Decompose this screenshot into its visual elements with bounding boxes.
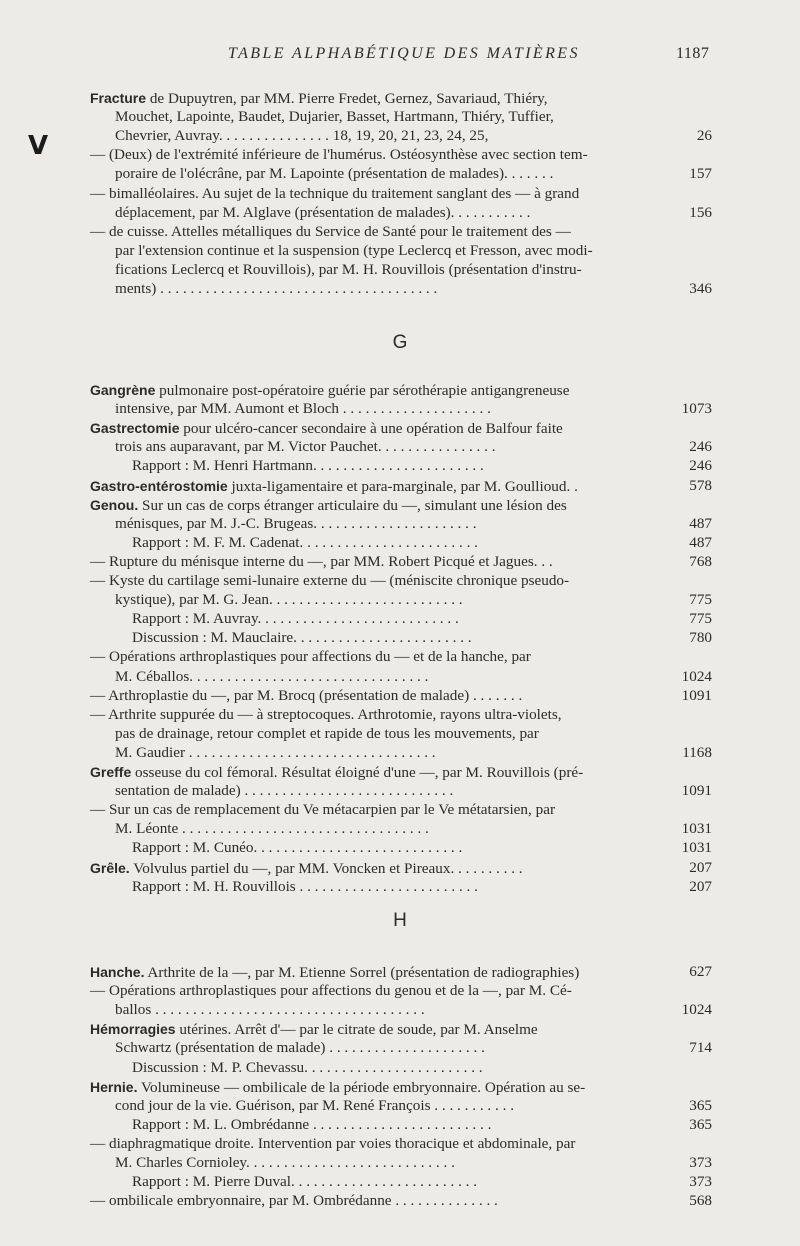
index-description: M. Céballos. . . . . . . . . . . . . . . . . . . . . . . . . . . . . . . . (115, 667, 429, 685)
index-headword: Fracture (90, 90, 147, 106)
index-entry-text (90, 962, 579, 983)
index-entry-text (132, 877, 478, 897)
index-line (0, 222, 800, 242)
index-line (0, 552, 800, 572)
index-description: — ombilicale embryonnaire, par M. Ombrédanne . . . . . . . . . . . . . . (90, 1192, 498, 1210)
index-description: utérines. Arrêt d'— par le citrate de soude, par M. Anselme (175, 1021, 538, 1039)
index-line (0, 762, 800, 782)
running-head (0, 45, 800, 69)
index-line (0, 260, 800, 280)
index-page-ref: 246 (689, 438, 712, 456)
index-description: déplacement, par M. Alglave (présentation de malades). . . . . . . . . . . (115, 203, 531, 221)
index-line (0, 590, 800, 610)
index-description: ménisques, par M. J.-C. Brugeas. . . . . . . . . . . . . . . . . . . . . . (115, 514, 477, 532)
index-line (0, 819, 800, 839)
index-entry-text (90, 686, 522, 706)
index-entry-text (115, 279, 437, 299)
index-description: — Kyste du cartilage semi-lunaire externe du — (méniscite chronique pseudo- (90, 572, 570, 589)
index-page-ref: 768 (689, 552, 712, 570)
index-description: M. Gaudier . . . . . . . . . . . . . . . . . . . . . . . . . . . . . . . . . (115, 743, 436, 761)
index-description: cond jour de la vie. Guérison, par M. René François . . . . . . . . . . . (115, 1096, 515, 1114)
index-page-ref: 1073 (681, 400, 712, 418)
index-description: M. Léonte . . . . . . . . . . . . . . . . . . . . . . . . . . . . . . . . . (115, 820, 429, 838)
index-line (0, 533, 800, 553)
index-headword: Hernie. (90, 1078, 138, 1095)
index-entry-text (90, 552, 553, 572)
index-entry-text (132, 456, 484, 476)
index-entry-text (90, 981, 572, 1001)
index-page-ref: 1024 (681, 667, 712, 685)
index-description: Rapport : M. Auvray. . . . . . . . . . . . . . . . . . . . . . . . . . . (132, 610, 459, 628)
index-description: Rapport : M. Pierre Duval. . . . . . . . . . . . . . . . . . . . . . . . . (132, 1173, 478, 1191)
index-entry-text (115, 241, 593, 261)
index-line (0, 514, 800, 534)
index-headword: Genou. (90, 496, 139, 513)
index-line (0, 1191, 800, 1211)
index-entry-text (115, 1000, 425, 1020)
index-entry-text (115, 667, 428, 687)
index-line (0, 1172, 800, 1192)
index-line (0, 380, 800, 400)
index-description: Sur un cas de corps étranger articulaire du —, simulant une lésion des (138, 496, 567, 514)
section-letter: G (392, 332, 408, 353)
index-entry-text (115, 107, 554, 127)
index-line (0, 1058, 800, 1078)
index-entry-text (115, 743, 436, 763)
index-line (0, 495, 800, 515)
index-page-ref: 365 (689, 1115, 712, 1133)
index-page-ref: 207 (689, 877, 712, 895)
index-entry-text (132, 609, 459, 629)
index-description: — Arthrite suppurée du — à streptocoques. Arthrotomie, rayons ultra-violets, (90, 705, 562, 723)
index-description: — diaphragmatique droite. Intervention par voies thoracique et abdominale, par (90, 1134, 576, 1152)
index-line (0, 1000, 800, 1020)
index-page-ref: 373 (689, 1173, 712, 1191)
index-page-ref: 1031 (681, 839, 712, 857)
index-description: — (Deux) de l'extrémité inférieure de l'humérus. Ostéosynthèse avec section tem- (90, 146, 588, 164)
index-entry-text (115, 1153, 455, 1173)
index-line (0, 145, 800, 165)
index-entry-text (90, 571, 569, 591)
index-line (0, 962, 800, 982)
index-line (0, 571, 800, 591)
index-entry-text (132, 1115, 491, 1135)
index-description: Volumineuse — ombilicale de la période embryonnaire. Opération au se- (137, 1078, 586, 1096)
index-line (0, 686, 800, 706)
index-description: — Arthroplastie du —, par M. Brocq (présentation de malade) . . . . . . . (90, 686, 523, 704)
index-line (0, 456, 800, 476)
index-entry-text (90, 495, 567, 516)
index-page-ref: 246 (689, 457, 712, 475)
index-line (0, 241, 800, 261)
index-line (0, 838, 800, 858)
index-entry-text (132, 628, 472, 648)
index-entry-text (90, 145, 588, 165)
index-description: Volvulus partiel du —, par MM. Voncken et Pireaux. . . . . . . . . . (129, 859, 523, 877)
index-page-ref: 1031 (681, 820, 712, 838)
running-title: TABLE ALPHABÉTIQUE DES MATIÈRES (228, 45, 580, 62)
index-page-ref: 714 (689, 1039, 712, 1057)
index-line (0, 667, 800, 687)
index-page-ref: 157 (689, 165, 712, 183)
index-entry-text (115, 437, 496, 457)
index-entry-text (115, 514, 477, 534)
index-description: juxta-ligamentaire et para-marginale, par M. Goullioud. . (227, 477, 578, 495)
index-page-ref: 1091 (681, 782, 712, 800)
index-description: Schwartz (présentation de malade) . . . . . . . . . . . . . . . . . . . . . (115, 1039, 485, 1057)
index-entry-text (90, 380, 569, 401)
index-entry-text (132, 1172, 477, 1192)
index-line (0, 1077, 800, 1097)
index-description: Arthrite de la —, par M. Etienne Sorrel (présentation de radiographies) (144, 964, 580, 981)
index-line (0, 203, 800, 223)
index-description: — bimalléolaires. Au sujet de la technique du traitement sanglant des — à grand (90, 184, 580, 202)
index-entry-text (115, 1038, 485, 1058)
index-entry-text (115, 781, 453, 801)
index-page-ref: 1024 (681, 1001, 712, 1019)
index-entry-text (115, 819, 429, 839)
index-entry-text (132, 533, 478, 553)
index-page-ref: 775 (689, 610, 712, 628)
index-entry-text (115, 260, 582, 280)
index-description: Rapport : M. Cunéo. . . . . . . . . . . . . . . . . . . . . . . . . . . . (132, 839, 463, 857)
index-page-ref: 207 (689, 858, 712, 876)
index-description: Chevrier, Auvray. . . . . . . . . . . . . . . 18, 19, 20, 21, 23, 24, 25, (115, 127, 489, 145)
index-line (0, 418, 800, 438)
index-page-ref: 568 (689, 1192, 712, 1210)
index-line (0, 1115, 800, 1135)
index-entry-text (90, 1134, 575, 1154)
index-description: pour ulcéro-cancer secondaire à une opération de Balfour faite (179, 420, 563, 438)
section-letter: H (393, 910, 407, 931)
index-headword: Gastrectomie (90, 420, 180, 437)
page-number: 1187 (676, 45, 710, 62)
index-line (0, 88, 800, 108)
index-description: — Sur un cas de remplacement du Ve métacarpien par le Ve métatarsien, par (90, 801, 556, 819)
index-line (0, 107, 800, 127)
index-entry-text (115, 399, 491, 419)
index-line (0, 1038, 800, 1058)
index-page-ref: 373 (689, 1154, 712, 1171)
index-description: M. Charles Cornioley. . . . . . . . . . . . . . . . . . . . . . . . . . . . (115, 1154, 455, 1171)
index-page-ref: 627 (689, 963, 712, 980)
index-line (0, 724, 800, 744)
index-line (0, 628, 800, 648)
index-line (0, 279, 800, 299)
index-entry-text (90, 1019, 538, 1040)
index-page-ref: 26 (696, 127, 712, 145)
index-page-ref: 487 (689, 514, 712, 532)
index-line (0, 437, 800, 457)
index-page-ref: 1168 (682, 743, 712, 761)
index-page-ref: 780 (689, 629, 712, 647)
index-line (0, 781, 800, 801)
index-entry-text (90, 88, 548, 109)
index-description: Rapport : M. H. Rouvillois . . . . . . . . . . . . . . . . . . . . . . . . (132, 877, 478, 895)
index-entry-text (132, 1058, 483, 1078)
index-headword: Greffe (90, 764, 132, 780)
index-description: Rapport : M. L. Ombrédanne . . . . . . . . . . . . . . . . . . . . . . . . (132, 1115, 492, 1133)
index-description: fications Leclercq et Rouvillois), par M. H. Rouvillois (présentation d'instru- (115, 260, 582, 278)
index-entry-text (132, 838, 462, 858)
index-entry-text (90, 647, 531, 667)
index-description: — de cuisse. Attelles métalliques du Service de Santé pour le traitement des — (90, 222, 571, 240)
index-entry-text (115, 1096, 514, 1116)
index-entry-text (90, 858, 523, 879)
index-description: poraire de l'olécrâne, par M. Lapointe (présentation de malades). . . . . . . (115, 165, 554, 183)
index-headword: Gastro-entérostomie (90, 477, 228, 494)
index-entry-text (115, 590, 463, 610)
index-description: Rapport : M. Henri Hartmann. . . . . . . . . . . . . . . . . . . . . . . (132, 457, 484, 475)
index-description: Rapport : M. F. M. Cadenat. . . . . . . . . . . . . . . . . . . . . . . . (132, 533, 478, 551)
index-page-ref: 487 (689, 533, 712, 551)
index-description: sentation de malade) . . . . . . . . . . . . . . . . . . . . . . . . . . . . (115, 782, 454, 800)
index-line (0, 1019, 800, 1039)
index-headword: Grêle. (90, 859, 130, 876)
index-page-ref: 365 (689, 1096, 712, 1114)
index-description: pulmonaire post-opératoire guérie par sérothérapie antigangreneuse (155, 382, 570, 399)
index-entry-text (90, 418, 563, 439)
index-line (0, 609, 800, 629)
index-description: kystique), par M. G. Jean. . . . . . . . . . . . . . . . . . . . . . . . . . (115, 591, 463, 609)
index-line (0, 877, 800, 897)
index-description: intensive, par MM. Aumont et Bloch . . . . . . . . . . . . . . . . . . . . (115, 400, 491, 418)
index-line (0, 126, 800, 146)
index-entry-text (90, 800, 555, 820)
index-description: Mouchet, Lapointe, Baudet, Dujarier, Basset, Hartmann, Thiéry, Tuffier, (115, 108, 554, 126)
index-line (0, 1096, 800, 1116)
index-description: pas de drainage, retour complet et rapide de tous les mouvements, par (115, 724, 539, 742)
index-entry-text (115, 126, 488, 146)
index-headword: Hémorragies (90, 1021, 176, 1038)
index-description: de Dupuytren, par MM. Pierre Fredet, Gernez, Savariaud, Thiéry, (146, 90, 548, 107)
index-line (0, 164, 800, 184)
index-line (0, 705, 800, 725)
index-description: ballos . . . . . . . . . . . . . . . . . . . . . . . . . . . . . . . . . . . . (115, 1001, 425, 1019)
index-page-ref: 1091 (681, 686, 712, 704)
index-entry-text (90, 705, 562, 725)
index-entry-text (90, 476, 578, 497)
index-page-ref: 156 (689, 203, 712, 221)
index-line (0, 981, 800, 1001)
index-description: — Rupture du ménisque interne du —, par MM. Robert Picqué et Jagues. . . (90, 552, 553, 570)
index-line (0, 476, 800, 496)
index-description: par l'extension continue et la suspension (type Leclercq et Fresson, avec modi- (115, 241, 593, 259)
index-line (0, 858, 800, 878)
index-page-ref: 775 (689, 591, 712, 609)
index-headword: Hanche. (90, 964, 145, 980)
index-description: Discussion : M. P. Chevassu. . . . . . . . . . . . . . . . . . . . . . . . (132, 1058, 483, 1076)
index-line (0, 743, 800, 763)
index-description: osseuse du col fémoral. Résultat éloigné d'une —, par M. Rouvillois (pré- (131, 764, 584, 781)
index-description: Discussion : M. Mauclaire. . . . . . . . . . . . . . . . . . . . . . . . (132, 629, 472, 647)
index-line (0, 647, 800, 667)
index-line (0, 399, 800, 419)
index-line (0, 1134, 800, 1154)
index-entry-text (115, 203, 530, 223)
index-page-ref: 346 (689, 280, 712, 297)
index-entry-text (115, 724, 539, 744)
index-description: — Opérations arthroplastiques pour affections du genou et de la —, par M. Cé- (90, 982, 572, 1000)
index-entry-text (90, 184, 579, 204)
index-entry-text (90, 1191, 498, 1211)
index-entry-text (90, 1077, 585, 1098)
index-description: trois ans auparavant, par M. Victor Pauchet. . . . . . . . . . . . . . . . (115, 438, 496, 456)
margin-annotation-mark: V (28, 131, 49, 161)
index-entry-text (115, 164, 553, 184)
index-page-ref: 578 (689, 476, 712, 494)
index-entry-text (90, 222, 571, 242)
index-entry-text (90, 762, 583, 783)
index-line (0, 184, 800, 204)
index-description: — Opérations arthroplastiques pour affections du — et de la hanche, par (90, 648, 531, 666)
index-line (0, 1153, 800, 1173)
index-headword: Gangrène (90, 382, 156, 398)
index-line (0, 800, 800, 820)
index-description: ments) . . . . . . . . . . . . . . . . . . . . . . . . . . . . . . . . . . . . . (115, 280, 438, 297)
